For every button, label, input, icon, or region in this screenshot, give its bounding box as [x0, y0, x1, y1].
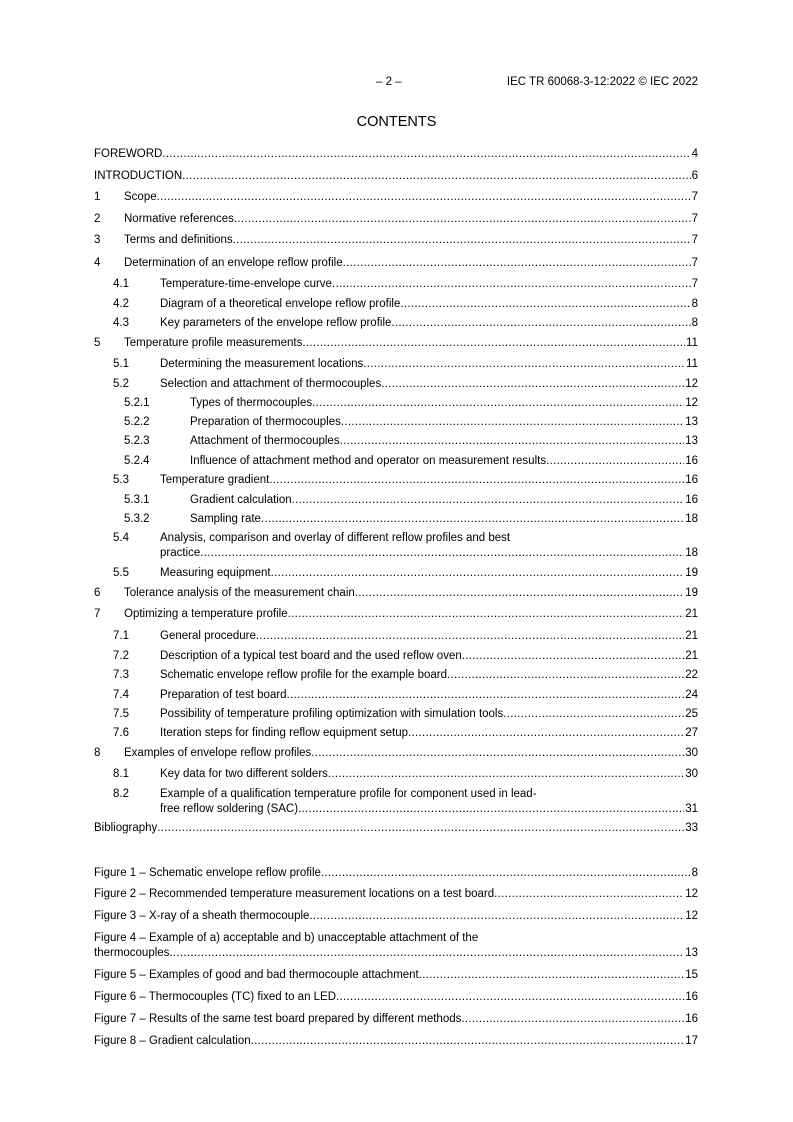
toc-entry-number: 8.2: [113, 788, 129, 800]
toc-entry[interactable]: [94, 607, 698, 621]
toc-entry-number: 4: [94, 257, 101, 269]
dot-leader: [408, 726, 684, 740]
dot-leader: [182, 169, 690, 183]
toc-entry-number: 5: [94, 337, 101, 349]
toc-entry-page: 21: [685, 608, 698, 620]
toc-entry-page: 12: [685, 910, 698, 922]
toc-entry-title: Preparation of thermocouples: [190, 416, 341, 428]
toc-entry-page: 18: [685, 547, 698, 559]
dot-leader: [328, 767, 684, 781]
toc-entry-page: 12: [685, 397, 698, 409]
dot-leader: [400, 297, 690, 311]
figure-list-entry[interactable]: [94, 887, 698, 901]
toc-entry[interactable]: [94, 586, 698, 600]
dot-leader: [321, 866, 691, 880]
contents-title: CONTENTS: [356, 114, 437, 130]
dot-leader: [461, 1012, 684, 1026]
toc-entry-title: Types of thermocouples: [190, 397, 313, 409]
toc-entry[interactable]: [94, 688, 698, 702]
dot-leader: [287, 688, 685, 702]
dot-leader: [462, 649, 684, 663]
toc-entry-title: Measuring equipment: [160, 567, 271, 579]
figure-list-entry[interactable]: [94, 1034, 698, 1048]
toc-entry-title: Key parameters of the envelope reflow profile: [160, 317, 392, 329]
toc-entry-number: 5.3: [113, 474, 129, 486]
toc-entry-title: Figure 2 – Recommended temperature measurement locations on a test board: [94, 888, 495, 900]
toc-entry-title: Diagram of a theoretical envelope reflow profile: [160, 298, 401, 310]
toc-entry-title: Preparation of test board: [160, 689, 287, 701]
toc-entry-title: Scope: [124, 191, 157, 203]
toc-entry-page: 16: [685, 494, 698, 506]
toc-entry-number: 4.2: [113, 298, 129, 310]
toc-entry-title: Selection and attachment of thermocouples: [160, 378, 382, 390]
toc-entry-title: Terms and definitions: [124, 234, 233, 246]
dot-leader: [447, 668, 684, 682]
toc-entry-title: Figure 3 – X-ray of a sheath thermocouple: [94, 910, 310, 922]
toc-entry-number: 4.1: [113, 278, 129, 290]
dot-leader: [269, 473, 684, 487]
toc-entry-page: 21: [685, 630, 698, 642]
page-number: – 2 –: [376, 76, 402, 88]
dot-leader: [494, 887, 684, 901]
toc-entry-title: Temperature gradient: [160, 474, 270, 486]
toc-entry-page: 16: [685, 474, 698, 486]
toc-entry-page: 13: [685, 947, 698, 959]
toc-entry[interactable]: [94, 297, 698, 311]
dot-leader: [309, 909, 684, 923]
toc-entry-page: 19: [685, 567, 698, 579]
toc-entry-number: 1: [94, 191, 101, 203]
toc-entry-page: 19: [685, 587, 698, 599]
dot-leader: [503, 707, 684, 721]
toc-entry-page: 16: [685, 991, 698, 1003]
dot-leader: [271, 566, 685, 580]
toc-entry[interactable]: [94, 566, 698, 580]
toc-entry-title: Figure 7 – Results of the same test board prepared by different methods: [94, 1013, 462, 1025]
dot-leader: [162, 147, 690, 161]
dot-leader: [302, 336, 685, 350]
dot-leader: [332, 277, 691, 291]
toc-entry[interactable]: [94, 169, 698, 183]
toc-entry[interactable]: [94, 190, 698, 204]
toc-entry-page: 7: [691, 213, 698, 225]
dot-leader: [311, 746, 684, 760]
dot-leader: [355, 586, 684, 600]
toc-entry-number: 5.3.2: [124, 513, 150, 525]
document-id: IEC TR 60068-3-12:2022 © IEC 2022: [506, 76, 698, 88]
toc-entry-title: Key data for two different solders: [160, 768, 328, 780]
toc-entry[interactable]: [94, 726, 698, 740]
dot-leader: [363, 357, 685, 371]
dot-leader: [381, 377, 684, 391]
toc-entry-title: Gradient calculation: [190, 494, 292, 506]
dot-leader: [157, 190, 691, 204]
toc-entry-number: 5.2.1: [124, 397, 150, 409]
toc-entry-title: Figure 8 – Gradient calculation: [94, 1035, 251, 1047]
dot-leader: [340, 434, 685, 448]
toc-entry-title: thermocouples: [94, 947, 170, 959]
toc-entry[interactable]: [94, 212, 698, 226]
dot-leader: [312, 396, 684, 410]
toc-entry-number: 7: [94, 608, 101, 620]
toc-entry-title: Sampling rate: [190, 513, 261, 525]
toc-entry-page: 12: [685, 378, 698, 390]
dot-leader: [341, 415, 684, 429]
toc-entry-number: 2: [94, 213, 101, 225]
toc-entry-page: 27: [685, 727, 698, 739]
toc-entry-page: 12: [685, 888, 698, 900]
toc-entry[interactable]: [94, 147, 698, 161]
toc-entry-number: 7.5: [113, 708, 129, 720]
toc-entry-title: Schematic envelope reflow profile for the example board: [160, 669, 448, 681]
toc-entry[interactable]: [94, 821, 698, 835]
toc-entry-title: Analysis, comparison and overlay of different reflow profiles and best: [160, 532, 511, 544]
toc-entry-number: 7.6: [113, 727, 129, 739]
dot-leader: [292, 493, 685, 507]
toc-entry-title: Temperature-time-envelope curve: [160, 278, 332, 290]
toc-entry-title: General procedure: [160, 630, 256, 642]
toc-entry-page: 17: [685, 1035, 698, 1047]
toc-entry-page: 18: [685, 513, 698, 525]
dot-leader: [157, 821, 684, 835]
figure-list-entry[interactable]: [94, 968, 698, 982]
toc-entry[interactable]: [94, 493, 698, 507]
toc-entry-title: FOREWORD: [94, 148, 163, 160]
toc-entry-page: 21: [685, 650, 698, 662]
dot-leader: [343, 256, 691, 270]
toc-entry[interactable]: [94, 531, 698, 561]
figure-list-entry[interactable]: [94, 990, 698, 1004]
toc-entry[interactable]: [94, 396, 698, 410]
toc-entry-title: Tolerance analysis of the measurement chain: [124, 587, 355, 599]
toc-entry-page: 8: [691, 867, 698, 879]
toc-entry[interactable]: [94, 746, 698, 760]
toc-entry-page: 15: [685, 969, 698, 981]
toc-entry-page: 22: [685, 669, 698, 681]
toc-entry-number: 5.3.1: [124, 494, 150, 506]
toc-entry-page: 33: [685, 822, 698, 834]
toc-entry-title: Temperature profile measurements: [124, 337, 303, 349]
toc-entry-number: 7.2: [113, 650, 129, 662]
dot-leader: [169, 946, 684, 960]
figure-list-entry[interactable]: [94, 1012, 698, 1026]
toc-entry-title: Optimizing a temperature profile: [124, 608, 288, 620]
toc-entry-number: 7.4: [113, 689, 129, 701]
dot-leader: [261, 512, 684, 526]
toc-entry[interactable]: [94, 668, 698, 682]
toc-entry-page: 24: [685, 689, 698, 701]
dot-leader: [251, 1034, 685, 1048]
page-header: [0, 76, 793, 92]
toc-entry-title: Normative references: [124, 213, 234, 225]
toc-entry-page: 6: [691, 170, 698, 182]
toc-entry[interactable]: [94, 357, 698, 371]
figure-list-entry[interactable]: [94, 909, 698, 923]
toc-entry-title: Determining the measurement locations: [160, 358, 364, 370]
dot-leader: [233, 233, 691, 247]
toc-entry[interactable]: [94, 707, 698, 721]
dot-leader: [336, 990, 684, 1004]
toc-entry-page: 11: [686, 358, 698, 370]
toc-entry-page: 4: [691, 148, 698, 160]
toc-entry-title: Examples of envelope reflow profiles: [124, 747, 312, 759]
toc-entry-number: 5.2: [113, 378, 129, 390]
toc-entry-page: 25: [685, 708, 698, 720]
toc-entry[interactable]: [94, 629, 698, 643]
toc-entry-title: Figure 1 – Schematic envelope reflow profile: [94, 867, 321, 879]
dot-leader: [298, 802, 684, 816]
dot-leader: [391, 316, 690, 330]
toc-entry[interactable]: [94, 434, 698, 448]
toc-entry[interactable]: [94, 233, 698, 247]
toc-entry-number: 5.1: [113, 358, 129, 370]
dot-leader: [419, 968, 684, 982]
toc-entry-page: 8: [691, 317, 698, 329]
toc-entry-title: INTRODUCTION: [94, 170, 183, 182]
toc-entry-number: 8: [94, 747, 101, 759]
dot-leader: [546, 454, 684, 468]
toc-entry-number: 5.2.2: [124, 416, 150, 428]
toc-entry-title: practice: [160, 547, 201, 559]
toc-entry-title: Figure 5 – Examples of good and bad thermocouple attachment: [94, 969, 419, 981]
toc-entry-title: Determination of an envelope reflow profile: [124, 257, 343, 269]
toc-entry-title: Figure 6 – Thermocouples (TC) fixed to an LED: [94, 991, 337, 1003]
toc-entry[interactable]: [94, 787, 698, 817]
toc-entry-page: 8: [691, 298, 698, 310]
dot-leader: [200, 546, 684, 560]
toc-entry[interactable]: [94, 473, 698, 487]
toc-entry-number: 6: [94, 587, 101, 599]
toc-entry[interactable]: [94, 316, 698, 330]
toc-entry-page: 31: [685, 803, 698, 815]
toc-entry-title: Iteration steps for finding reflow equipment setup: [160, 727, 409, 739]
toc-entry-number: 5.2.3: [124, 435, 150, 447]
toc-entry-title: Attachment of thermocouples: [190, 435, 340, 447]
toc-entry-page: 13: [685, 416, 698, 428]
toc-entry-number: 4.3: [113, 317, 129, 329]
toc-entry[interactable]: [94, 277, 698, 291]
toc-entry[interactable]: [94, 336, 698, 350]
toc-entry-number: 7.3: [113, 669, 129, 681]
toc-entry-page: 30: [685, 768, 698, 780]
toc-entry-number: 5.5: [113, 567, 129, 579]
toc-entry-title: free reflow soldering (SAC): [160, 803, 299, 815]
figure-title: Figure 4 – Example of a) acceptable and b) unacceptable attachment of the: [94, 932, 479, 944]
toc-entry-page: 7: [691, 234, 698, 246]
toc-entry-number: 5.2.4: [124, 455, 150, 467]
toc-entry-number: 5.4: [113, 532, 129, 544]
dot-leader: [234, 212, 691, 226]
toc-entry-page: 7: [691, 257, 698, 269]
toc-entry-page: 7: [691, 191, 698, 203]
toc-entry-title: Influence of attachment method and operator on measurement results: [190, 455, 547, 467]
toc-entry-title: Example of a qualification temperature profile for component used in lead-: [160, 788, 537, 800]
toc-entry-title: Description of a typical test board and the used reflow oven: [160, 650, 462, 662]
toc-entry[interactable]: [94, 767, 698, 781]
toc-entry-page: 11: [686, 337, 698, 349]
toc-entry[interactable]: [94, 377, 698, 391]
toc-entry-page: 13: [685, 435, 698, 447]
toc-entry-page: 16: [685, 1013, 698, 1025]
toc-entry[interactable]: [94, 415, 698, 429]
dot-leader: [256, 629, 684, 643]
toc-entry-page: 30: [685, 747, 698, 759]
toc-entry-page: 16: [685, 455, 698, 467]
toc-entry-number: 3: [94, 234, 101, 246]
figure-list-entry[interactable]: [94, 866, 698, 880]
toc-entry[interactable]: [94, 454, 698, 468]
toc-entry-title: Possibility of temperature profiling optimization with simulation tools: [160, 708, 504, 720]
dot-leader: [288, 607, 685, 621]
toc-entry-title: Bibliography: [94, 822, 158, 834]
toc-entry[interactable]: [94, 256, 698, 270]
toc-entry-number: 7.1: [113, 630, 129, 642]
toc-entry[interactable]: [94, 512, 698, 526]
figure-list-entry[interactable]: [94, 931, 698, 961]
toc-entry[interactable]: [94, 649, 698, 663]
toc-entry-number: 8.1: [113, 768, 129, 780]
toc-entry-page: 7: [691, 278, 698, 290]
